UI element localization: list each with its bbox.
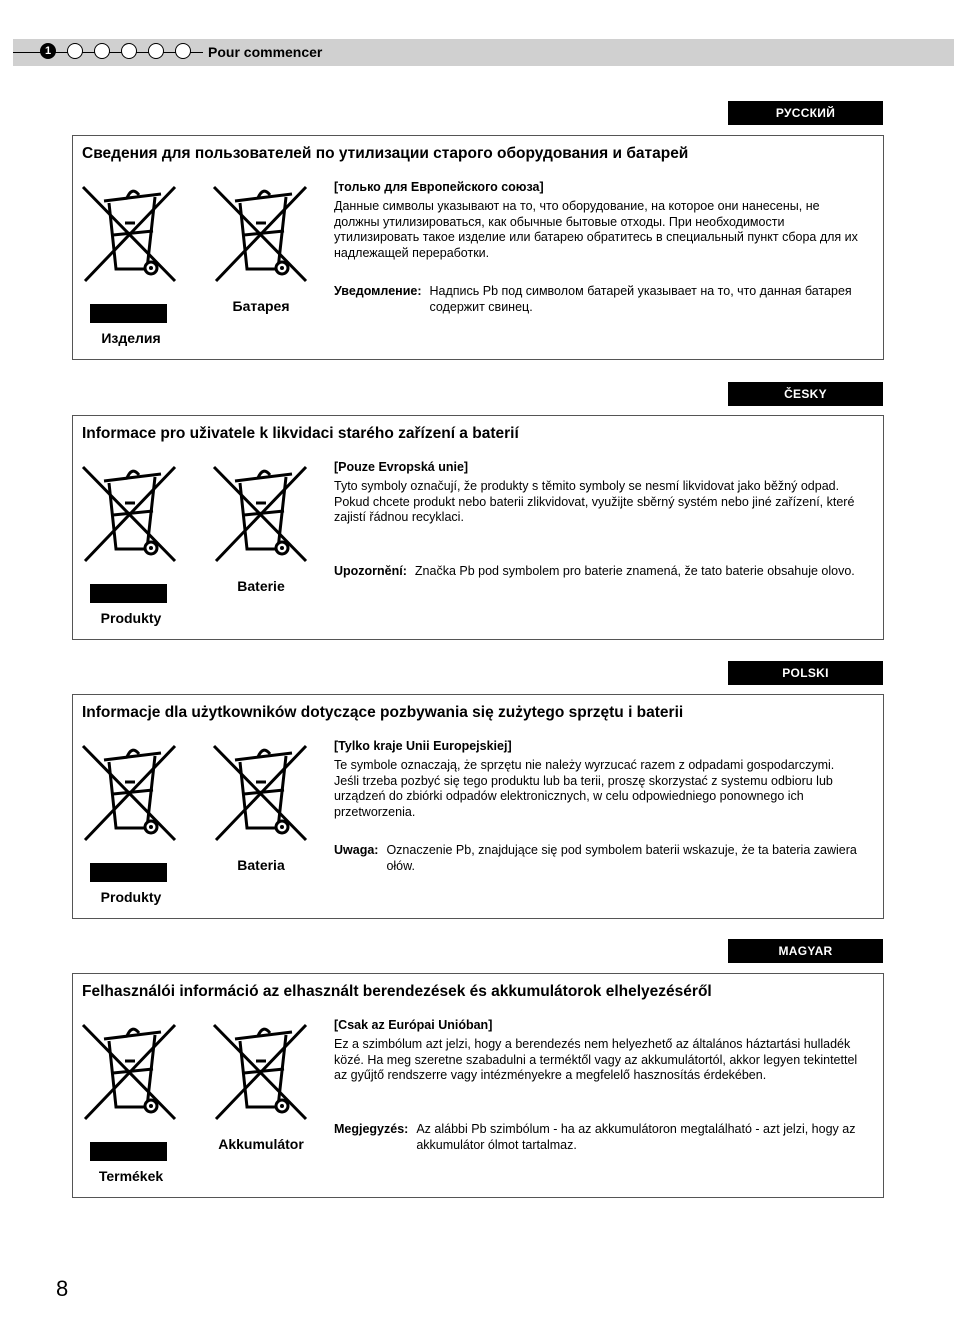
body-text: Tyto symboly označují, že produkty s těmito symboly se nesmí likvidovat jako běžný odpad. Pokud chcete produkt nebo baterii zlikvidovat, využijte sběrný systém nebo jiné zařízení, které zajistí řádnou recyklaci. <box>334 479 855 524</box>
products-label: Termékek <box>98 1168 164 1184</box>
crossed-bin-battery-icon <box>210 461 314 570</box>
products-label: Produkty <box>100 610 162 626</box>
battery-label: Батарея <box>232 298 290 314</box>
crossed-bin-icon <box>79 461 183 570</box>
crossed-bin-battery-icon <box>210 181 314 290</box>
step-indicator <box>148 43 164 59</box>
body-text: Ez a szimbólum azt jelzi, hogy a berendezés nem helyezhető az általános háztartási hulladék közé. Ha meg szeretne szabadulni a terméktől vagy az akkumulátortól, akkor legyen tekintettel az gyűjtő rendszerre vagy intézményekre a megfelelő hasznosítás érdekében. <box>334 1037 858 1082</box>
battery-label: Akkumulátor <box>218 1136 304 1152</box>
note-text: Надпись Pb под символом батарей указывает на то, что данная батарея содержит свинец. <box>429 284 852 314</box>
note <box>334 1122 862 1153</box>
step-indicator <box>121 43 137 59</box>
section-title: Сведения для пользователей по утилизации старого оборудования и батарей <box>82 145 689 162</box>
language-tab-polish: POLSKI <box>728 661 883 685</box>
crossed-bin-icon <box>79 181 183 290</box>
crossed-bin-icon <box>79 740 183 849</box>
body-text: Te symbole oznaczają, że sprzętu nie należy wyrzucać razem z odpadami gospodarczymi. Jeśli trzeba pozbyć się tego produktu lub ba terii, proszę skorzystać z systemu odbioru lub urządzeń do zbiórki odpadów elektronicznych, w celu odpowiedniego ponownego ich przetworzenia. <box>334 758 835 819</box>
battery-label: Bateria <box>237 857 285 873</box>
note-text: Az alábbi Pb szimbólum - ha az akkumulátoron megtalálható - azt jelzi, hogy az akkumulátor ólmot tartalmaz. <box>416 1122 856 1152</box>
eu-heading: [Tylko kraje Unii Europejskiej] <box>334 739 512 753</box>
chapter-header <box>13 39 954 66</box>
note-label: Megjegyzés: <box>334 1122 409 1136</box>
step-indicator <box>67 43 83 59</box>
chapter-title: Pour commencer <box>208 44 323 60</box>
eu-heading: [только для Европейского союза] <box>334 180 544 194</box>
step-indicator-current: 1 <box>40 43 56 59</box>
step-indicator <box>94 43 110 59</box>
section-title: Informace pro uživatele k likvidaci starého zařízení a baterií <box>82 425 519 442</box>
note-text: Oznaczenie Pb, znajdujące się pod symbolem baterii wskazuje, że ta bateria zawiera ołów. <box>386 843 857 873</box>
note <box>334 843 862 874</box>
battery-label: Baterie <box>237 578 285 594</box>
section-title: Felhasználói információ az elhasznált berendezések és akkumulátorok elhelyezéséről <box>82 983 712 1000</box>
black-bar <box>90 304 167 323</box>
note-label: Уведомление: <box>334 284 422 298</box>
step-indicator <box>175 43 191 59</box>
black-bar <box>90 584 167 603</box>
crossed-bin-battery-icon <box>210 1019 314 1128</box>
body-text: Данные символы указывают на то, что оборудование, на которое они нанесены, не должны утилизироваться, как обычные бытовые отходы. При необходимости утилизировать такое изделие или батарею обратитесь в специальный пункт сбора для их надлежащей переработки. <box>334 199 858 260</box>
crossed-bin-battery-icon <box>210 740 314 849</box>
eu-heading: [Pouze Evropská unie] <box>334 460 469 474</box>
section-title: Informacje dla użytkowników dotyczące pozbywania się zużytego sprzętu i baterii <box>82 704 684 721</box>
language-tab-czech: ČESKY <box>728 382 883 406</box>
note <box>334 284 862 315</box>
products-label: Produkty <box>100 889 162 905</box>
section-hungarian <box>72 973 884 1198</box>
note-text: Značka Pb pod symbolem pro baterie znamená, že tato baterie obsahuje olovo. <box>414 564 855 578</box>
language-tab-hungarian: MAGYAR <box>728 939 883 963</box>
section-russian <box>72 135 884 360</box>
products-label: Изделия <box>101 330 161 346</box>
note-label: Uwaga: <box>334 843 379 857</box>
note <box>334 564 862 580</box>
language-tab-russian: РУССКИЙ <box>728 101 883 125</box>
black-bar <box>90 863 167 882</box>
note-label: Upozornění: <box>334 564 407 578</box>
section-czech <box>72 415 884 640</box>
crossed-bin-icon <box>79 1019 183 1128</box>
page-number: 8 <box>56 1276 69 1301</box>
section-polish <box>72 694 884 919</box>
eu-heading: [Csak az Európai Unióban] <box>334 1018 493 1032</box>
black-bar <box>90 1142 167 1161</box>
